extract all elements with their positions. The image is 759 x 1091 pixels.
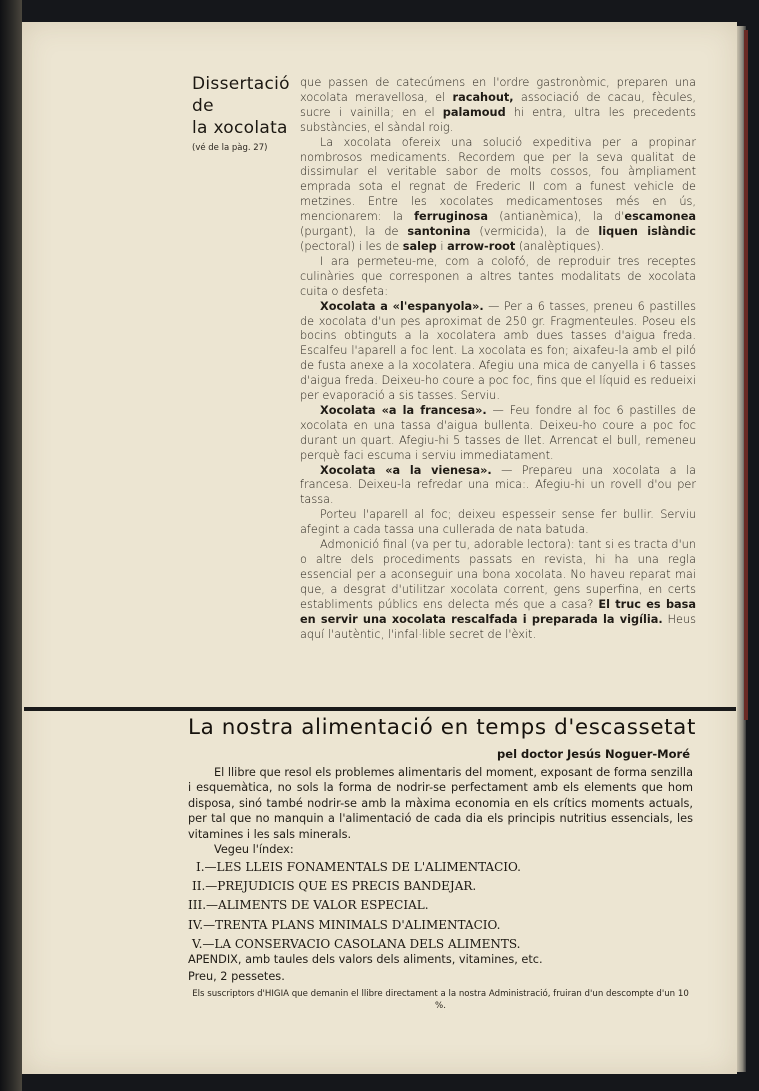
recipe-title: Xocolata «a la francesa».	[320, 403, 487, 417]
index-item: I.—LES LLEIS FONAMENTALS DE L'ALIMENTACIO.	[196, 860, 521, 874]
article-body	[300, 76, 696, 642]
recipe-vienesa: Xocolata «a la vienesa». — Prepareu una xocolata a la francesa. Deixeu-la refredar una mica:. Afegiu-hi un rovell d'ou per tassa.	[300, 463, 697, 507]
article-paragraph: Porteu l'aparell al foc; deixeu espesseir sense fer bullir. Serviu afegint a cada tassa una cullerada de nata batuda.	[300, 508, 696, 537]
article-paragraph: Admonició final (va per tu, adorable lectora): tant si es tracta d'un o altre dels procediments passats en revista, hi ha una regla essencial per a aconseguir una bona xocolata. No haveu reparat mai que, a desgrat d'utilitzar xocolata corrent, gens superfina, en certs establiments públics ens delecta més que a casa? El truc es basa en servir una xocolata rescalfada i preparada la vigília. Heus aquí l'autèntic, l'infal·lible secret de l'èxit.	[300, 538, 697, 641]
article-paragraph: que passen de catecúmens en l'ordre gastronòmic, preparen una xocolata meravellosa, el racahout, associació de cacau, fècules, sucre i vainilla; en el palamoud hi entra, ultra les precedents substàncies, el sàndal roig.	[300, 76, 697, 134]
recipe-title: Xocolata «a la vienesa».	[320, 463, 492, 477]
binding-shadow	[0, 0, 22, 1091]
continued-from-note: (vé de la pàg. 27)	[192, 143, 268, 153]
article-title-line-3: la xocolata	[192, 118, 288, 138]
article-title-line-1: Dissertació	[192, 74, 290, 94]
recipe-espanyola: Xocolata a «l'espanyola». — Per a 6 tasses, preneu 6 pastilles de xocolata d'un pes aproximat de 250 gr. Fragmenteules. Poseu els bocins obtinguts a la xocolatera amb dues tasses d'aigua freda. Escalfeu l'aparell a foc lent. La xocolata es fon; aixafeu-la amb el piló de fusta anexe a la xocolatera. Afegiu una mica de canyella i 6 tasses d'aigua freda. Deixeu-ho coure a poc foc, fins que el líquid es redueixi per evaporació a sis tasses. Serviu.	[300, 299, 696, 403]
book-title: La nostra alimentació en temps d'escassetat	[188, 715, 696, 740]
recipe-francesa: Xocolata «a la francesa». — Feu fondre al foc 6 pastilles de xocolata en una tassa d'aigua bullenta. Deixeu-ho coure a poc foc durant un quart. Afegiu-hi 5 tasses de llet. Arrencat el bull, remeneu perquè faci escuma i serviu immediatament.	[300, 403, 696, 462]
apendix-line: APENDIX, amb taules dels valors dels aliments, vitamines, etc.	[188, 953, 543, 966]
section-divider	[24, 707, 736, 711]
price-line: Preu, 2 pessetes.	[188, 969, 285, 983]
book-description: El llibre que resol els problemes alimentaris del moment, exposant de forma senzilla i esquemàtica, no sols la forma de nodrir-se perfectament amb els elements que hom disposa, sinó també nodrir-se amb la màxima economia en els crítics moments actuals, per tal que no manquin a l'alimentació de cada dia els principis nutritius essencials, les vitamines i les sals minerals. Vegeu l'índex:	[188, 766, 693, 857]
article-title-line-2: de	[192, 96, 214, 116]
index-item: III.—ALIMENTS DE VALOR ESPECIAL.	[188, 898, 429, 913]
index-item: V.—LA CONSERVACIO CASOLANA DELS ALIMENTS.	[192, 936, 521, 951]
subscriber-note: Els suscriptors d'HIGIA que demanin el llibre directament a la nostra Administració, fruiran d'un descompte d'un 10 %.	[192, 989, 689, 1011]
book-extra	[188, 952, 708, 985]
book-index	[188, 858, 708, 954]
recipe-title: Xocolata a «l'espanyola».	[320, 299, 484, 313]
article-title	[192, 73, 292, 139]
article-paragraph: I ara permeteu-me, com a colofó, de reproduir tres receptes culinàries que corresponen a altres tantes modalitats de xocolata cuita o desfeta:	[300, 254, 696, 298]
book-author: pel doctor Jesús Noguer-Moré	[497, 747, 690, 761]
index-item: II.—PREJUDICIS QUE ES PRECIS BANDEJAR.	[192, 879, 477, 894]
index-intro: Vegeu l'índex:	[214, 843, 294, 857]
article-paragraph: La xocolata ofereix una solució expeditiva per a propinar nombrosos medicaments. Recordem que per la seva qualitat de dissimular el veritable sabor de molts cossos, fou àmpliament emprada sota el regnat de Frederic II com a funest vehicle de metzines. Entre les xocolates medicamentoses més en ús, mencionarem: la ferruginosa (antianèmica), la d'escamonea (purgant), la de santonina (vermicida), la de liquen islàndic (pectoral) i les de salep i arrow-root (analèptiques).	[300, 135, 697, 253]
index-item: IV.—TRENTA PLANS MINIMALS D'ALIMENTACIO.	[188, 917, 501, 932]
cover-edge	[744, 30, 748, 720]
